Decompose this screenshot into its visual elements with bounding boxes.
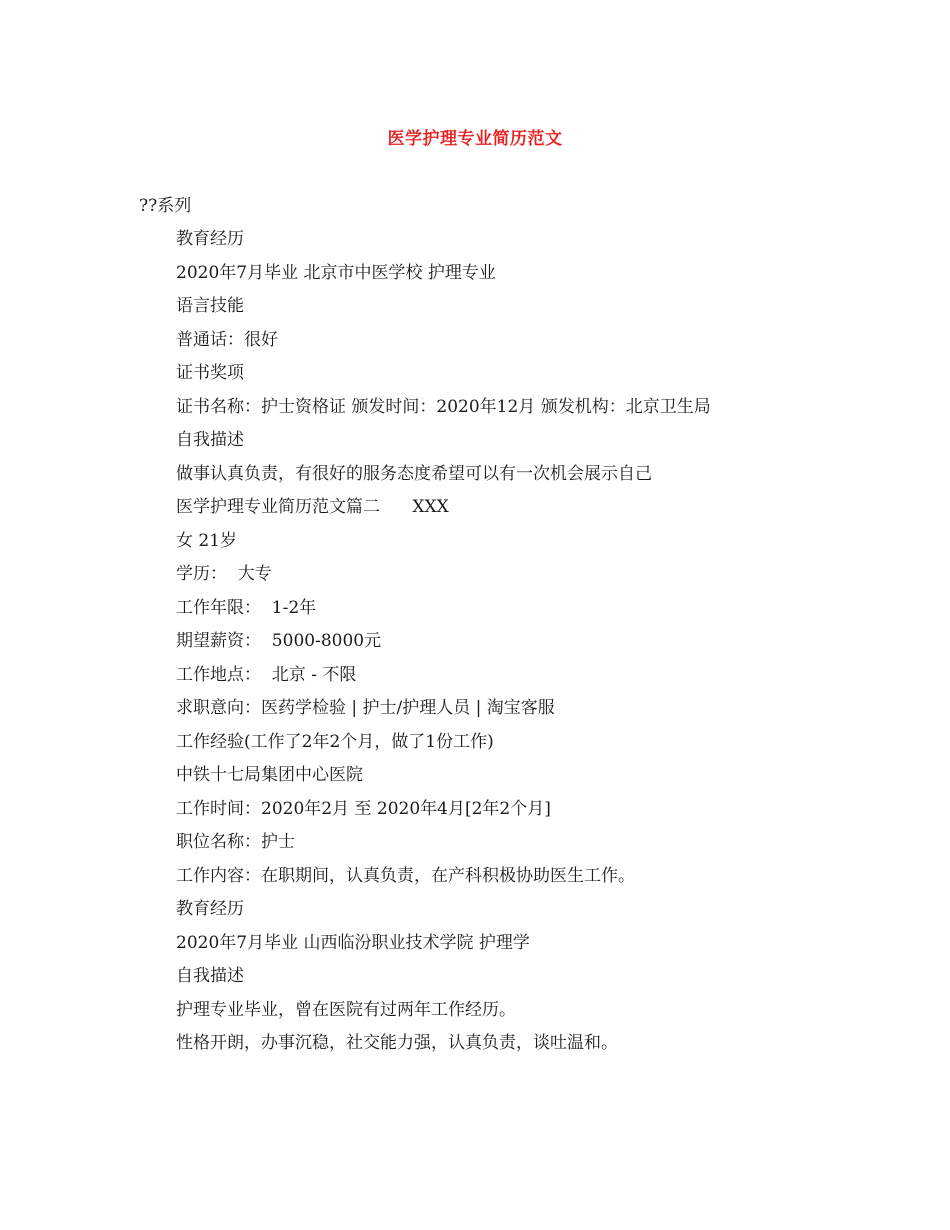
body-line: 工作年限： 1-2年	[176, 597, 317, 618]
body-line: 教育经历	[176, 899, 244, 919]
document-body	[176, 229, 896, 1067]
body-line: 自我描述	[176, 966, 244, 986]
body-line: 工作内容：在职期间，认真负责，在产科积极协助医生工作。	[176, 865, 635, 886]
body-line: 普通话：很好	[176, 329, 278, 350]
series-label: ??系列	[139, 196, 192, 216]
body-line: 学历： 大专	[176, 564, 272, 584]
body-line: 做事认真负责，有很好的服务态度希望可以有一次机会展示自己	[176, 463, 652, 484]
body-line: 性格开朗，办事沉稳，社交能力强，认真负责，谈吐温和。	[176, 1033, 618, 1053]
body-line: 工作地点： 北京 - 不限	[176, 664, 357, 685]
body-line: 期望薪资： 5000-8000元	[176, 631, 382, 651]
body-line: 护理专业毕业，曾在医院有过两年工作经历。	[176, 999, 516, 1020]
body-line: 教育经历	[176, 229, 244, 249]
body-line: 求职意向：医药学检验 | 护士/护理人员 | 淘宝客服	[176, 698, 555, 718]
body-line: 医学护理专业简历范文篇二 XXX	[176, 497, 449, 517]
document-title: 医学护理专业简历范文	[387, 129, 563, 149]
body-line: 2020年7月毕业 山西临汾职业技术学院 护理学	[176, 932, 530, 953]
body-line: 女 21岁	[176, 530, 238, 551]
body-line: 证书名称：护士资格证 颁发时间：2020年12月 颁发机构：北京卫生局	[176, 396, 711, 417]
body-line: 自我描述	[176, 430, 244, 450]
body-line: 证书奖项	[176, 363, 244, 383]
body-line: 职位名称：护士	[176, 832, 295, 852]
body-line: 中铁十七局集团中心医院	[176, 765, 363, 785]
body-line: 语言技能	[176, 296, 244, 316]
body-line: 2020年7月毕业 北京市中医学校 护理专业	[176, 262, 496, 283]
body-line: 工作经验(工作了2年2个月，做了1份工作)	[176, 731, 494, 752]
body-line: 工作时间：2020年2月 至 2020年4月[2年2个月]	[176, 798, 551, 819]
